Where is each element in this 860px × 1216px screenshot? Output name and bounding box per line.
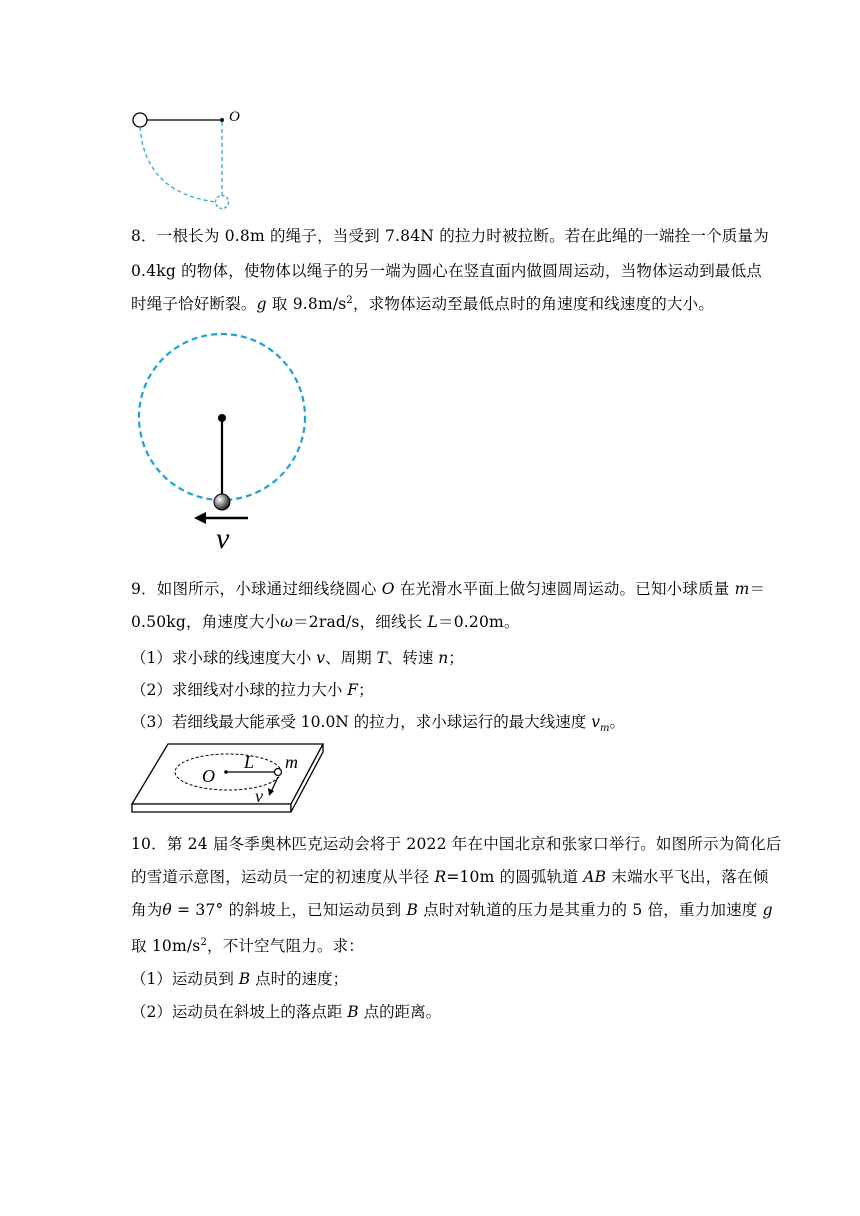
q8-line-1: 8．一根长为 0.8m 的绳子，当受到 7.84N 的拉力时被拉断。若在此绳的一端拴一个质量为 — [131, 227, 769, 245]
q9-line-2: 0.50kg，角速度大小ω＝2rad/s，细线长 L＝0.20m。 — [131, 613, 520, 631]
pivot-point — [220, 118, 224, 122]
label-o: O — [202, 766, 215, 786]
ball — [214, 494, 230, 510]
q9-sub-2: （2）求细线对小球的拉力大小 F； — [131, 681, 374, 699]
label-v: v — [255, 786, 263, 806]
q10-sub-2: （2）运动员在斜坡上的落点距 B 点的距离。 — [131, 1003, 442, 1021]
q10-line-2: 的雪道示意图，运动员一定的初速度从半径 R=10m 的圆弧轨道 AB 末端水平飞出，落在倾 — [131, 868, 769, 886]
q9-sub-1: （1）求小球的线速度大小 v、周期 T、转速 n； — [131, 649, 464, 667]
vertical-circle-figure — [130, 330, 320, 560]
center-point — [218, 414, 226, 422]
pendulum-figure — [125, 105, 255, 215]
label-m: m — [285, 752, 298, 772]
label-l: L — [244, 752, 255, 772]
q10-line-1: 10．第 24 届冬季奥林匹克运动会将于 2022 年在中国北京和张家口举行。如图所示为简化后 — [131, 835, 782, 853]
ball-end — [216, 196, 229, 209]
swing-arc — [140, 127, 216, 202]
label-v: v — [216, 522, 230, 555]
horizontal-plane-figure — [128, 740, 328, 820]
ball-m — [275, 769, 282, 776]
ball-start — [133, 113, 147, 127]
q9-line-1: 9．如图所示，小球通过细线绕圆心 O 在光滑水平面上做匀速圆周运动。已知小球质量 m＝ — [131, 580, 766, 598]
plane-front — [132, 804, 291, 812]
q10-sub-1: （1）运动员到 B 点时的速度； — [131, 970, 349, 988]
label-o: O — [229, 109, 240, 125]
q9-sub-3: （3）若细线最大能承受 10.0N 的拉力，求小球运行的最大线速度 $v_m$。 — [131, 713, 625, 735]
arrow-head — [194, 512, 206, 524]
q10-line-4: 取 $10m/s^2$，不计空气阻力。求： — [131, 937, 365, 956]
q8-line-3: 时绳子恰好断裂。g 取 $9.8m/s^2$，求物体运动至最低点时的角速度和线速度的大小。 — [131, 295, 715, 314]
q10-line-3: 角为θ = 37° 的斜坡上，已知运动员到 B 点时对轨道的压力是其重力的 5 倍，重力加速度 g — [131, 901, 773, 919]
q8-line-2: 0.4kg 的物体，使物体以绳子的另一端为圆心在竖直面内做圆周运动，当物体运动到最低点 — [131, 262, 762, 280]
